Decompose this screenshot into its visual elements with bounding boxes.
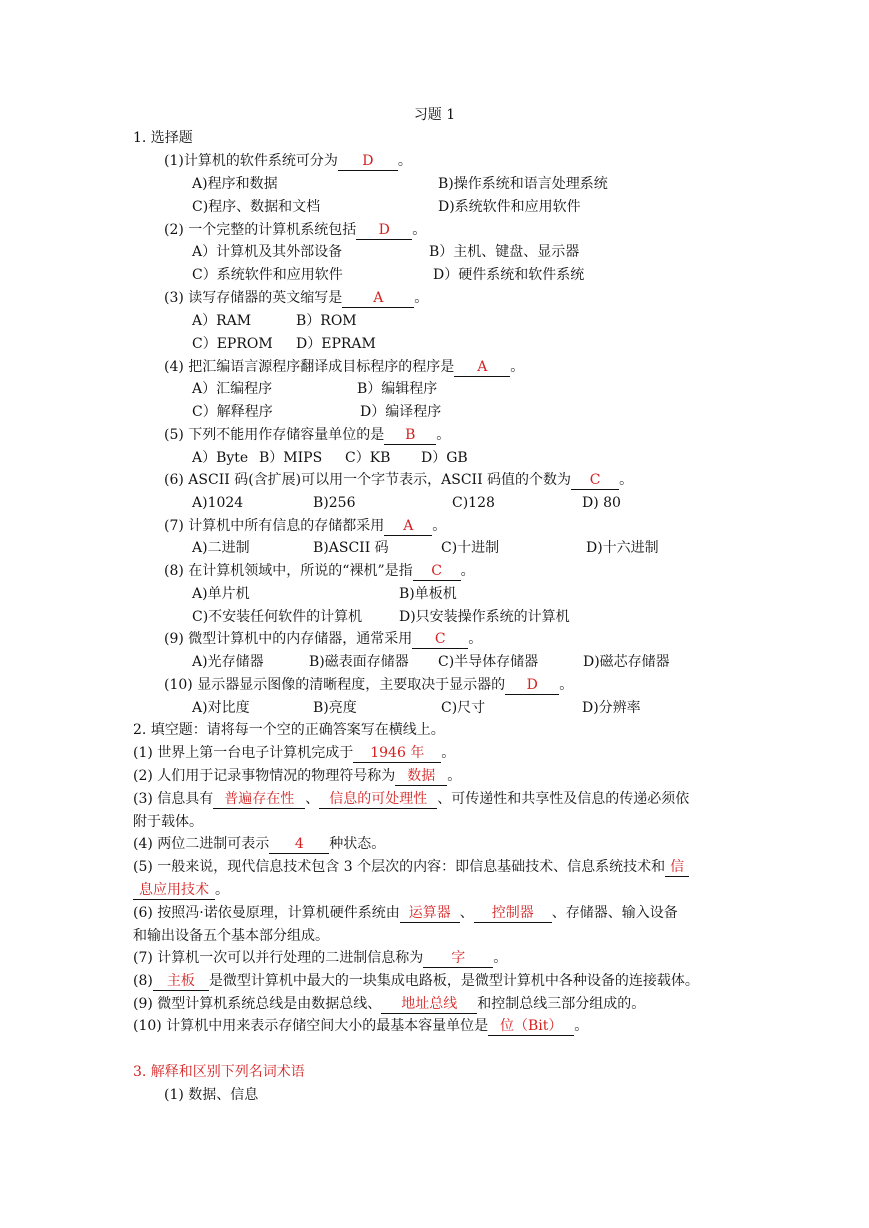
option-b: B)256 bbox=[313, 495, 356, 511]
option-a: A）汇编程序 bbox=[192, 381, 273, 397]
option-d: D)分辨率 bbox=[582, 700, 641, 716]
answer-blank: A bbox=[342, 290, 414, 308]
option-d: D）编译程序 bbox=[360, 404, 442, 420]
option-a: A)1024 bbox=[192, 495, 244, 511]
answer-blank: C bbox=[571, 472, 619, 490]
question-3: (3) 读写存储器的英文缩写是 A 。 bbox=[164, 290, 429, 306]
question-stem: (4) 把汇编语言源程序翻译成目标程序的程序是 bbox=[164, 359, 455, 375]
option-b: B)操作系统和语言处理系统 bbox=[438, 176, 608, 192]
option-b: B)单板机 bbox=[399, 586, 457, 602]
section-1-heading: 1. 选择题 bbox=[133, 130, 193, 146]
answer-blank: C bbox=[412, 631, 468, 649]
fill-9: (9) 微型计算机系统总线是由数据总线、 地址总线 和控制总线三部分组成的。 bbox=[133, 996, 646, 1012]
fill-answer: 信 bbox=[665, 859, 689, 877]
option-a: A)程序和数据 bbox=[192, 176, 278, 192]
question-7: (7) 计算机中所有信息的存储都采用 A 。 bbox=[164, 518, 447, 534]
question-9: (9) 微型计算机中的内存储器，通常采用 C 。 bbox=[164, 631, 483, 647]
fill-2: (2) 人们用于记录事物情况的物理符号称为 数据 。 bbox=[133, 768, 462, 784]
fill-answer: 数据 bbox=[395, 768, 447, 786]
fill-6-continued: 和输出设备五个基本部分组成。 bbox=[133, 928, 329, 944]
fill-answer: 息应用技术 bbox=[133, 882, 215, 900]
option-b: B）MIPS bbox=[259, 450, 323, 466]
question-stem: (9) 微型计算机中的内存储器，通常采用 bbox=[164, 631, 413, 647]
fill-answer: 字 bbox=[423, 950, 493, 968]
question-stem: (6) ASCII 码(含扩展)可以用一个字节表示，ASCII 码值的个数为 bbox=[164, 472, 572, 488]
fill-1: (1) 世界上第一台电子计算机完成于 1946 年 。 bbox=[133, 745, 456, 761]
fill-3-continued: 附于载体。 bbox=[133, 814, 203, 830]
fill-5: (5) 一般来说，现代信息技术包含 3 个层次的内容：即信息基础技术、信息系统技术和 信 bbox=[133, 857, 689, 877]
answer-blank: A bbox=[384, 518, 432, 536]
fill-answer: 信息的可处理性 bbox=[319, 791, 437, 809]
option-d: D）EPRAM bbox=[296, 336, 376, 352]
option-d: D)十六进制 bbox=[586, 540, 659, 556]
option-c: C）KB bbox=[345, 450, 391, 466]
question-10: (10) 显示器显示图像的清晰程度，主要取决于显示器的 D 。 bbox=[164, 677, 574, 693]
fill-4: (4) 两位二进制可表示 4 种状态。 bbox=[133, 836, 386, 852]
option-a: A）RAM bbox=[192, 313, 252, 329]
option-a: A）计算机及其外部设备 bbox=[192, 244, 343, 260]
fill-answer: 主板 bbox=[153, 973, 209, 991]
question-stem: (8) 在计算机领域中，所说的“裸机”是指 bbox=[164, 563, 413, 579]
option-a: A)光存储器 bbox=[192, 654, 264, 670]
question-4: (4) 把汇编语言源程序翻译成目标程序的程序是 A 。 bbox=[164, 359, 525, 375]
answer-blank: D bbox=[356, 222, 412, 240]
fill-answer: 普遍存在性 bbox=[213, 791, 305, 809]
page-title: 习题 1 bbox=[413, 107, 456, 123]
option-d: D）GB bbox=[421, 450, 468, 466]
question-stem: (1)计算机的软件系统可分为 bbox=[164, 153, 338, 169]
fill-answer: 位（Bit） bbox=[488, 1018, 574, 1036]
option-b: B）ROM bbox=[296, 313, 357, 329]
option-d: D)只安装操作系统的计算机 bbox=[399, 609, 570, 625]
fill-3: (3) 信息具有 普遍存在性 、 信息的可处理性 、可传递性和共享性及信息的传递必须依 bbox=[133, 791, 690, 807]
option-c: C)十进制 bbox=[441, 540, 500, 556]
option-a: A）Byte bbox=[192, 450, 249, 466]
question-6: (6) ASCII 码(含扩展)可以用一个字节表示，ASCII 码值的个数为 C 。 bbox=[164, 472, 634, 488]
fill-10: (10) 计算机中用来表示存储空间大小的最基本容量单位是 位（Bit） 。 bbox=[133, 1018, 589, 1034]
option-c: C）系统软件和应用软件 bbox=[192, 267, 343, 283]
fill-answer: 地址总线 bbox=[381, 996, 477, 1014]
question-stem: (7) 计算机中所有信息的存储都采用 bbox=[164, 518, 385, 534]
option-b: B）主机、键盘、显示器 bbox=[429, 244, 580, 260]
option-c: C)半导体存储器 bbox=[438, 654, 539, 670]
fill-answer: 控制器 bbox=[474, 905, 552, 923]
option-b: B)ASCII 码 bbox=[313, 540, 389, 556]
option-c: C)程序、数据和文档 bbox=[192, 199, 321, 215]
fill-7: (7) 计算机一次可以并行处理的二进制信息称为 字 。 bbox=[133, 950, 508, 966]
option-a: A)单片机 bbox=[192, 586, 250, 602]
answer-blank: A bbox=[454, 359, 510, 377]
answer-blank: D bbox=[338, 153, 398, 171]
question-1: (1)计算机的软件系统可分为 D 。 bbox=[164, 153, 412, 169]
option-c: C)128 bbox=[452, 495, 495, 511]
question-2: (2) 一个完整的计算机系统包括 D 。 bbox=[164, 222, 427, 238]
fill-answer: 4 bbox=[269, 836, 329, 854]
option-a: A)对比度 bbox=[192, 700, 250, 716]
section-3-heading: 3. 解释和区别下列名词术语 bbox=[133, 1064, 305, 1080]
fill-answer: 运算器 bbox=[400, 905, 460, 923]
question-stem: (3) 读写存储器的英文缩写是 bbox=[164, 290, 343, 306]
answer-blank: D bbox=[505, 677, 559, 695]
term-item-1: (1) 数据、信息 bbox=[164, 1087, 259, 1103]
option-d: D)磁芯存储器 bbox=[583, 654, 670, 670]
answer-blank: C bbox=[413, 563, 461, 581]
option-b: B)磁表面存储器 bbox=[309, 654, 409, 670]
fill-5-continued: 息应用技术 。 bbox=[133, 880, 229, 900]
option-b: B)亮度 bbox=[313, 700, 357, 716]
option-d: D）硬件系统和软件系统 bbox=[433, 267, 585, 283]
fill-8: (8) 主板 是微型计算机中最大的一块集成电路板，是微型计算机中各种设备的连接载体。 bbox=[133, 973, 699, 989]
question-stem: (10) 显示器显示图像的清晰程度，主要取决于显示器的 bbox=[164, 677, 506, 693]
question-stem: (2) 一个完整的计算机系统包括 bbox=[164, 222, 357, 238]
question-5: (5) 下列不能用作存储容量单位的是 B 。 bbox=[164, 427, 451, 443]
fill-answer: 1946 年 bbox=[353, 745, 441, 763]
option-d: D)系统软件和应用软件 bbox=[438, 199, 581, 215]
fill-6: (6) 按照冯·诺依曼原理，计算机硬件系统由 运算器 、 控制器 、存储器、输入设备 bbox=[133, 905, 678, 921]
answer-blank: B bbox=[384, 427, 436, 445]
question-8: (8) 在计算机领域中，所说的“裸机”是指 C 。 bbox=[164, 563, 475, 579]
option-c: C)不安装任何软件的计算机 bbox=[192, 609, 363, 625]
question-stem: (5) 下列不能用作存储容量单位的是 bbox=[164, 427, 385, 443]
section-2-heading: 2. 填空题：请将每一个空的正确答案写在横线上。 bbox=[133, 722, 445, 738]
option-a: A)二进制 bbox=[192, 540, 250, 556]
option-c: C)尺寸 bbox=[441, 700, 486, 716]
option-d: D) 80 bbox=[582, 495, 621, 511]
option-c: C）解释程序 bbox=[192, 404, 273, 420]
option-b: B）编辑程序 bbox=[357, 381, 438, 397]
option-c: C）EPROM bbox=[192, 336, 273, 352]
